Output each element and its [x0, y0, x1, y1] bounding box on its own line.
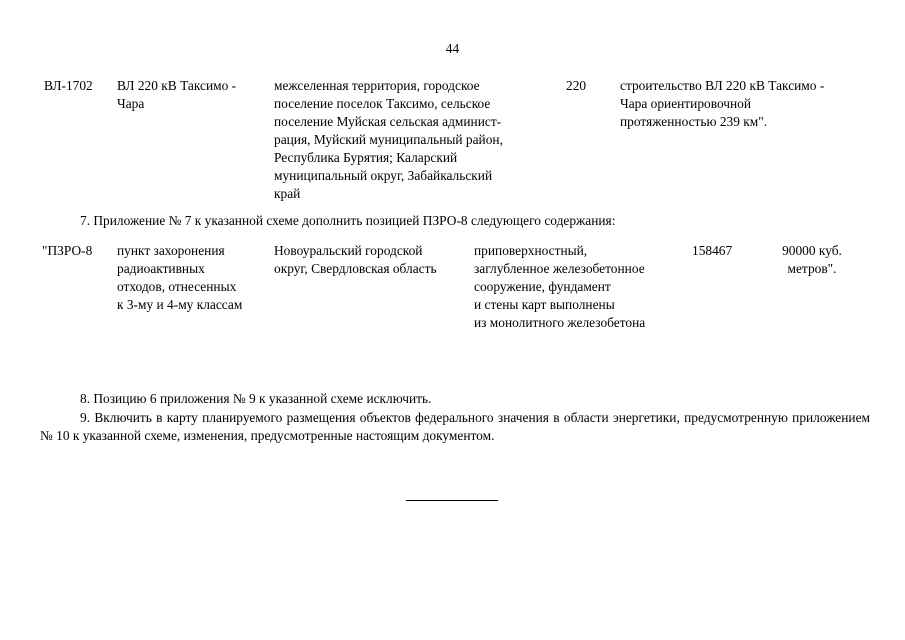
paragraph-7: 7. Приложение № 7 к указанной схеме дополнить позицией ПЗРО-8 следующего содержания:	[80, 213, 616, 228]
table1-description-cell: строительство ВЛ 220 кВ Таксимо - Чара ориентировочной протяженностью 239 км".	[620, 78, 825, 129]
table2-number-cell: 158467	[692, 243, 733, 258]
table1-location-cell: межселенная территория, городское поселение поселок Таксимо, сельское поселение Муйская сельская админист- рация, Муйский муниципальный район, Республика Бурятия; Каларский муниципальный округ, Забайкальский край	[274, 78, 503, 201]
table2-location-cell: Новоуральский городской округ, Свердловская область	[274, 243, 437, 276]
table1-name-cell: ВЛ 220 кВ Таксимо - Чара	[117, 78, 237, 111]
table2-capacity-cell: 90000 куб. метров".	[782, 243, 842, 276]
paragraph-9: 9. Включить в карту планируемого размещения объектов федерального значения в области энергетики, предусмотренную приложением № 10 к указанной схеме, изменения, предусмотренные настоящим документом.	[40, 410, 870, 443]
table1-code-cell: ВЛ-1702	[44, 78, 93, 93]
table1-voltage-cell: 220	[566, 78, 587, 93]
page-number: 44	[445, 41, 460, 56]
table2-type-cell: приповерхностный, заглубленное железобетонное сооружение, фундамент и стены карт выполнены из монолитного железобетона	[474, 243, 646, 330]
paragraph-8: 8. Позицию 6 приложения № 9 к указанной схеме исключить.	[80, 391, 432, 406]
end-separator-line	[406, 500, 498, 501]
table2-code-cell: "ПЗРО-8	[42, 243, 93, 258]
table2-name-cell: пункт захоронения радиоактивных отходов, отнесенных к 3-му и 4-му классам	[117, 243, 243, 312]
